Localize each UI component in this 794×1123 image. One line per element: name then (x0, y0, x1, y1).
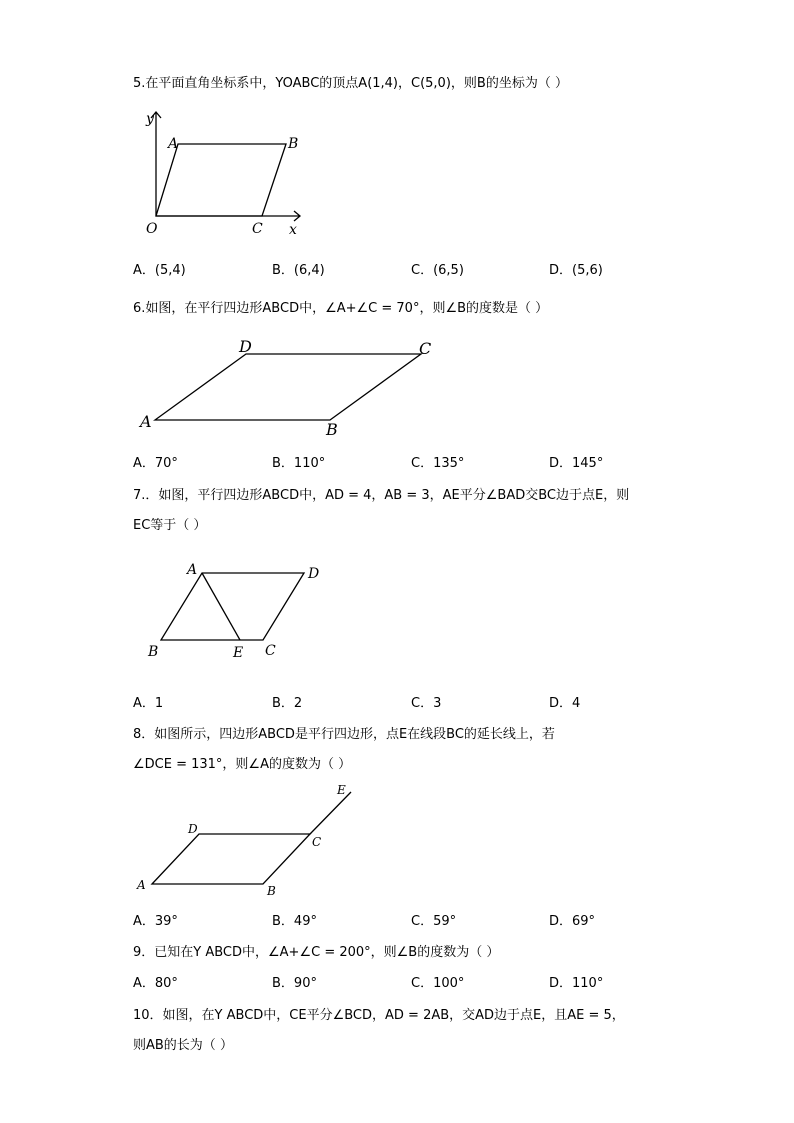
label-a: A (168, 136, 179, 152)
q7-option-d[interactable]: D．4 (549, 696, 581, 711)
segment-ae (202, 573, 240, 640)
label-b: B (267, 884, 276, 898)
q8-options (133, 910, 693, 930)
parallelogram-abcd (155, 354, 421, 420)
q5-figure (140, 108, 320, 238)
parallelogram-oabc (156, 144, 286, 216)
q8-figure (135, 782, 365, 902)
q5-option-d[interactable]: D．(5,6) (549, 263, 603, 278)
q9-option-d[interactable]: D．110° (549, 976, 604, 991)
q7-option-c[interactable]: C．3 (411, 696, 442, 711)
label-e: E (337, 783, 346, 797)
label-e: E (233, 645, 244, 661)
q6-option-b[interactable]: B．110° (272, 456, 326, 471)
q9-option-c[interactable]: C．100° (411, 976, 465, 991)
q6-stem: 6.如图，在平行四边形ABCD中，∠A+∠C = 70°，则∠B的度数是（ ） (133, 301, 549, 316)
q8-stem-line1: 8．如图所示，四边形ABCD是平行四边形，点E在线段BC的延长线上，若 (133, 727, 555, 742)
label-a: A (187, 562, 198, 578)
q9-options (133, 972, 693, 992)
q5-stem: 5.在平面直角坐标系中，YOABC的顶点A(1,4)，C(5,0)，则B的坐标为（ ） (133, 76, 568, 91)
q6-option-d[interactable]: D．145° (549, 456, 604, 471)
q8-option-a[interactable]: A．39° (133, 914, 178, 929)
q7-option-a[interactable]: A．1 (133, 696, 164, 711)
q9-option-b[interactable]: B．90° (272, 976, 317, 991)
q5-option-c[interactable]: C．(6,5) (411, 263, 464, 278)
q7-figure (145, 560, 345, 660)
parallelogram-abcd (152, 834, 310, 884)
label-x: x (289, 222, 297, 238)
label-a: A (137, 878, 146, 892)
q8-option-d[interactable]: D．69° (549, 914, 596, 929)
label-c: C (312, 835, 322, 849)
q6-option-a[interactable]: A．70° (133, 456, 178, 471)
label-b: B (288, 136, 299, 152)
label-d: D (308, 566, 320, 582)
q7-options (133, 692, 693, 712)
q9-stem: 9．已知在Y ABCD中，∠A+∠C = 200°，则∠B的度数为（ ） (133, 945, 500, 960)
q10-stem-line1: 10．如图，在Y ABCD中，CE平分∠BCD，AD = 2AB，交AD边于点E，且AE = 5， (133, 1008, 625, 1023)
q5-option-b[interactable]: B．(6,4) (272, 263, 325, 278)
label-c: C (252, 221, 263, 237)
q8-option-c[interactable]: C．59° (411, 914, 457, 929)
q5-option-a[interactable]: A．(5,4) (133, 263, 186, 278)
q8-stem-line2: ∠DCE = 131°，则∠A的度数为（ ） (133, 757, 352, 772)
label-a: A (140, 412, 152, 431)
q6-figure (138, 336, 448, 439)
q6-options (133, 452, 693, 472)
label-c: C (265, 643, 276, 659)
label-c: C (419, 339, 432, 358)
parallelogram-abcd (161, 573, 304, 640)
q7-stem-line2: EC等于（ ） (133, 518, 207, 533)
q10-stem-line2: 则AB的长为（ ） (133, 1038, 233, 1053)
label-b: B (326, 420, 338, 439)
extension-ce (310, 792, 351, 834)
label-y: y (146, 111, 154, 127)
q7-stem-line1: 7.．如图，平行四边形ABCD中，AD = 4，AB = 3，AE平分∠BAD交BC边于点E，则 (133, 488, 630, 503)
q8-option-b[interactable]: B．49° (272, 914, 317, 929)
q5-options (133, 259, 693, 279)
q7-option-b[interactable]: B．2 (272, 696, 303, 711)
q6-option-c[interactable]: C．135° (411, 456, 465, 471)
label-d: D (239, 337, 252, 356)
label-d: D (188, 822, 198, 836)
q9-option-a[interactable]: A．80° (133, 976, 178, 991)
label-o: O (146, 221, 158, 237)
label-b: B (148, 644, 159, 660)
